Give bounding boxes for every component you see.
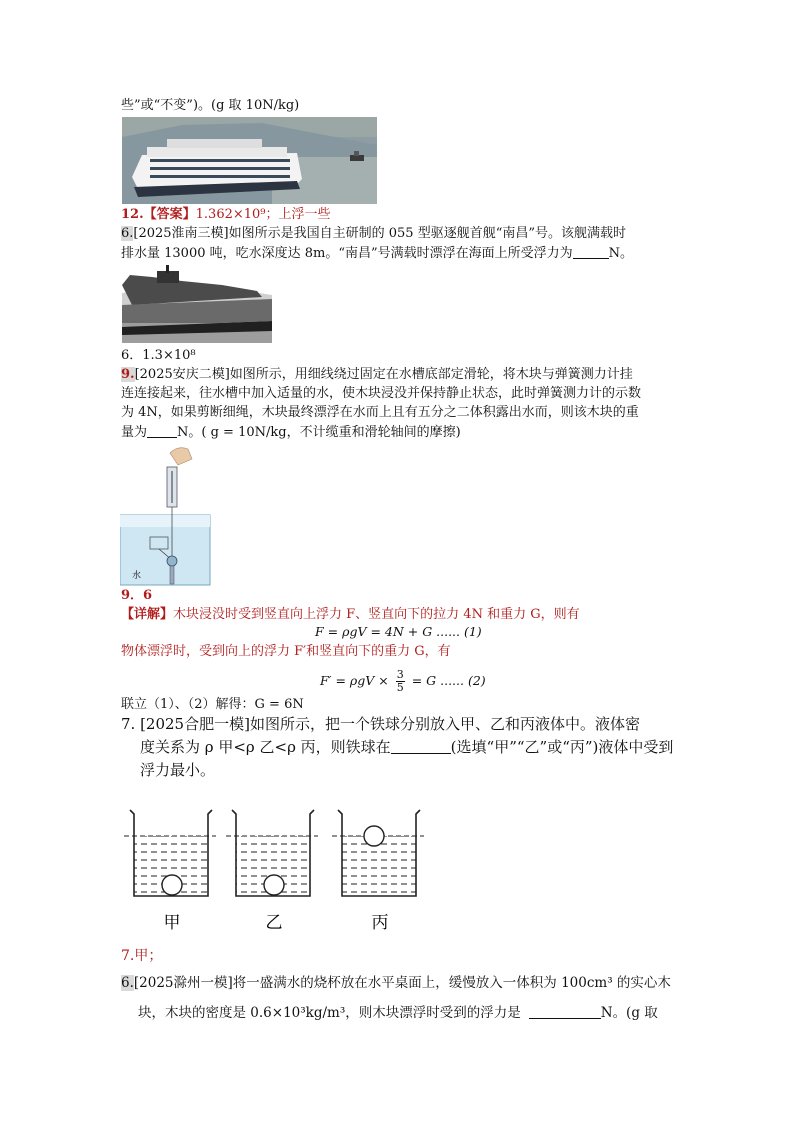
question-text: 排水量 13000 吨，吃水深度达 8m。“南昌”号满载时漂浮在海面上所受浮力为 — [121, 246, 573, 261]
answer-tag: 【答案】 — [143, 207, 196, 222]
equation-1: F = ρgV = 4N + G ...... (1) — [315, 624, 482, 639]
answer-blank — [391, 739, 451, 754]
spring-balance-tank-figure — [120, 445, 212, 587]
fraction — [396, 669, 405, 694]
answer-blank — [573, 244, 609, 259]
detail-tag: 【详解】 — [121, 607, 174, 622]
water-label: 水 — [132, 571, 142, 581]
q6-nanchang-line2 — [121, 244, 633, 263]
q7-line2 — [140, 737, 673, 757]
q9-line3: 为 4N，如果剪断细绳，木块最终漂浮在水而上且有五分之二体积露出水而，则该木块的重 — [121, 405, 639, 420]
q7-line3: 浮力最小。 — [140, 761, 216, 779]
equation-part: = G ...... (2) — [411, 673, 486, 688]
question-text: (选填“甲”“乙”或“丙”)液体中受到 — [450, 738, 674, 756]
q12-number: 12. — [121, 207, 144, 222]
question-number: 6. — [121, 975, 134, 991]
equation-part: F′ = ρgV × — [320, 673, 389, 688]
question-number: 9. — [121, 367, 135, 382]
cruise-ship-photo — [122, 117, 377, 204]
beaker-bing — [332, 810, 424, 933]
question-text: 量为 — [121, 425, 148, 440]
q9-line1 — [121, 366, 633, 384]
question-text: [2025淮南三模]如图所示是我国自主研制的 055 型驱逐舰首舰“南昌”号。该舰满载时 — [133, 226, 627, 241]
fraction-denominator: 5 — [396, 681, 404, 694]
continued-text: 些”或“不变”)。(g 取 10N/kg) — [121, 98, 300, 113]
q9-answer: 9．6 — [121, 588, 153, 603]
q6-chuzhou-line2 — [138, 1004, 658, 1022]
question-text: N。( g = 10N/kg，不计缆重和滑轮轴间的摩擦) — [177, 425, 461, 440]
question-number: 6. — [121, 226, 134, 241]
beaker-jia — [124, 810, 216, 933]
q9-conclusion: 联立（1）、（2）解得：G = 6N — [121, 697, 304, 712]
q6-chuzhou-line1 — [121, 974, 671, 992]
question-text: N。 — [608, 246, 634, 261]
q12-answer-value: 1.362×10⁹；上浮一些 — [195, 207, 331, 222]
label-jia: 甲 — [163, 913, 181, 933]
label-yi: 乙 — [265, 913, 283, 933]
answer-blank — [529, 1004, 601, 1019]
q12-answer — [121, 206, 331, 224]
equation-2 — [320, 669, 486, 694]
answer-blank — [147, 423, 177, 438]
three-beakers-figure — [120, 800, 440, 940]
question-text: [2025安庆二模]如图所示，用细线绕过固定在水槽底部定滑轮，将木块与弹簧测力计挂 — [134, 367, 633, 382]
detail-text: 木块浸没时受到竖直向上浮力 F、竖直向下的拉力 4N 和重力 G，则有 — [173, 607, 580, 622]
fraction-numerator: 3 — [396, 668, 404, 681]
q7-line1: 7. [2025合肥一模]如图所示，把一个铁球分别放入甲、乙和丙液体中。液体密 — [121, 715, 640, 733]
q9-line4 — [121, 423, 461, 442]
q9-line2: 连连接起来，往水槽中加入适量的水，使木块浸没并保持静止状态，此时弹簧测力计的示数 — [121, 386, 642, 401]
q6-nanchang-line1 — [121, 225, 626, 243]
q6-nanchang-answer: 6．1.3×10⁸ — [121, 348, 196, 363]
q7-answer: 7.甲； — [121, 948, 163, 964]
q9-detail-line2: 物体漂浮时，受到向上的浮力 F′和竖直向下的重力 G，有 — [121, 644, 451, 659]
label-bing: 丙 — [371, 913, 389, 933]
question-text: 度关系为 ρ 甲<ρ 乙<ρ 丙，则铁球在 — [140, 738, 391, 756]
question-text: [2025滁州一模]将一盛满水的烧杯放在水平桌面上，缓慢放入一体积为 100cm³ 的实心木 — [133, 975, 671, 991]
q9-detail-line1 — [121, 606, 580, 624]
beaker-yi — [226, 810, 318, 933]
question-text: 块，木块的密度是 0.6×10³kg/m³，则木块漂浮时受到的浮力是 — [138, 1005, 521, 1021]
question-text: N。(g 取 — [600, 1005, 658, 1021]
destroyer-photo — [122, 265, 272, 343]
